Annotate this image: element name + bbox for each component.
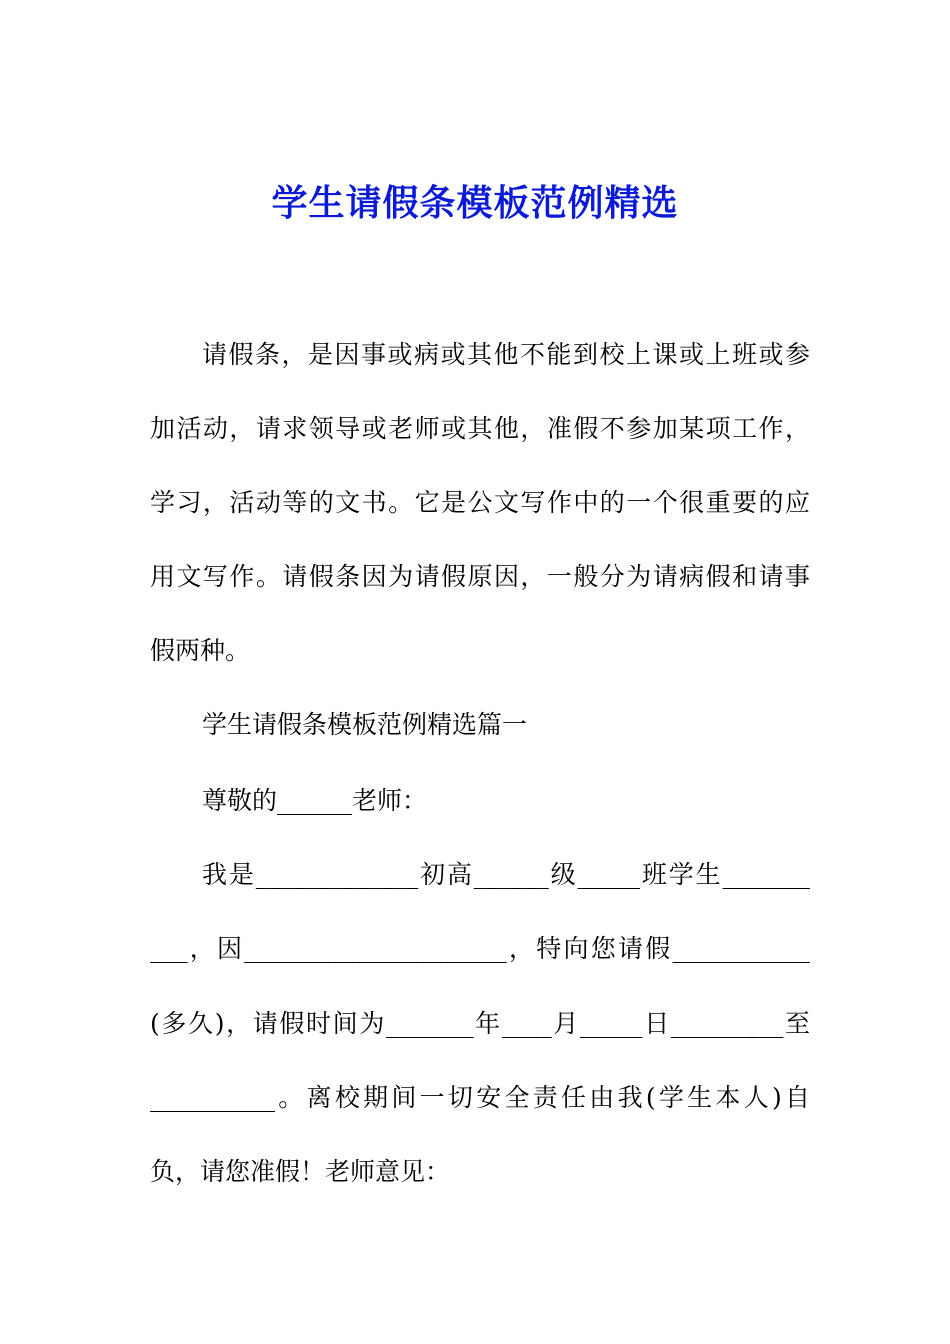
body-line-5: 负，请您准假！老师意见： [150,1157,451,1186]
salutation: 尊敬的______老师： [202,786,428,815]
body-line-2: ___，因_____________________，特向您请假___________ [150,934,810,963]
intro-line-3: 学习，活动等的文书。它是公文写作中的一个很重要的应 [150,488,810,517]
intro-line-1: 请假条，是因事或病或其他不能到校上课或上班或参 [202,340,810,369]
body-line-1: 我是_____________初高______级_____班学生_______ [202,860,810,889]
body-line-4: __________。离校期间一切安全责任由我(学生本人)自 [150,1083,810,1112]
intro-line-4: 用文写作。请假条因为请假原因，一般分为请病假和请事 [150,562,810,591]
body-line-3: (多久)，请假时间为_______年____月_____日_________至 [150,1009,810,1038]
intro-line-5: 假两种。 [150,636,251,665]
section-heading: 学生请假条模板范例精选篇一 [202,710,528,739]
intro-line-2: 加活动，请求领导或老师或其他，准假不参加某项工作， [150,414,810,443]
document-title: 学生请假条模板范例精选 [271,182,679,224]
